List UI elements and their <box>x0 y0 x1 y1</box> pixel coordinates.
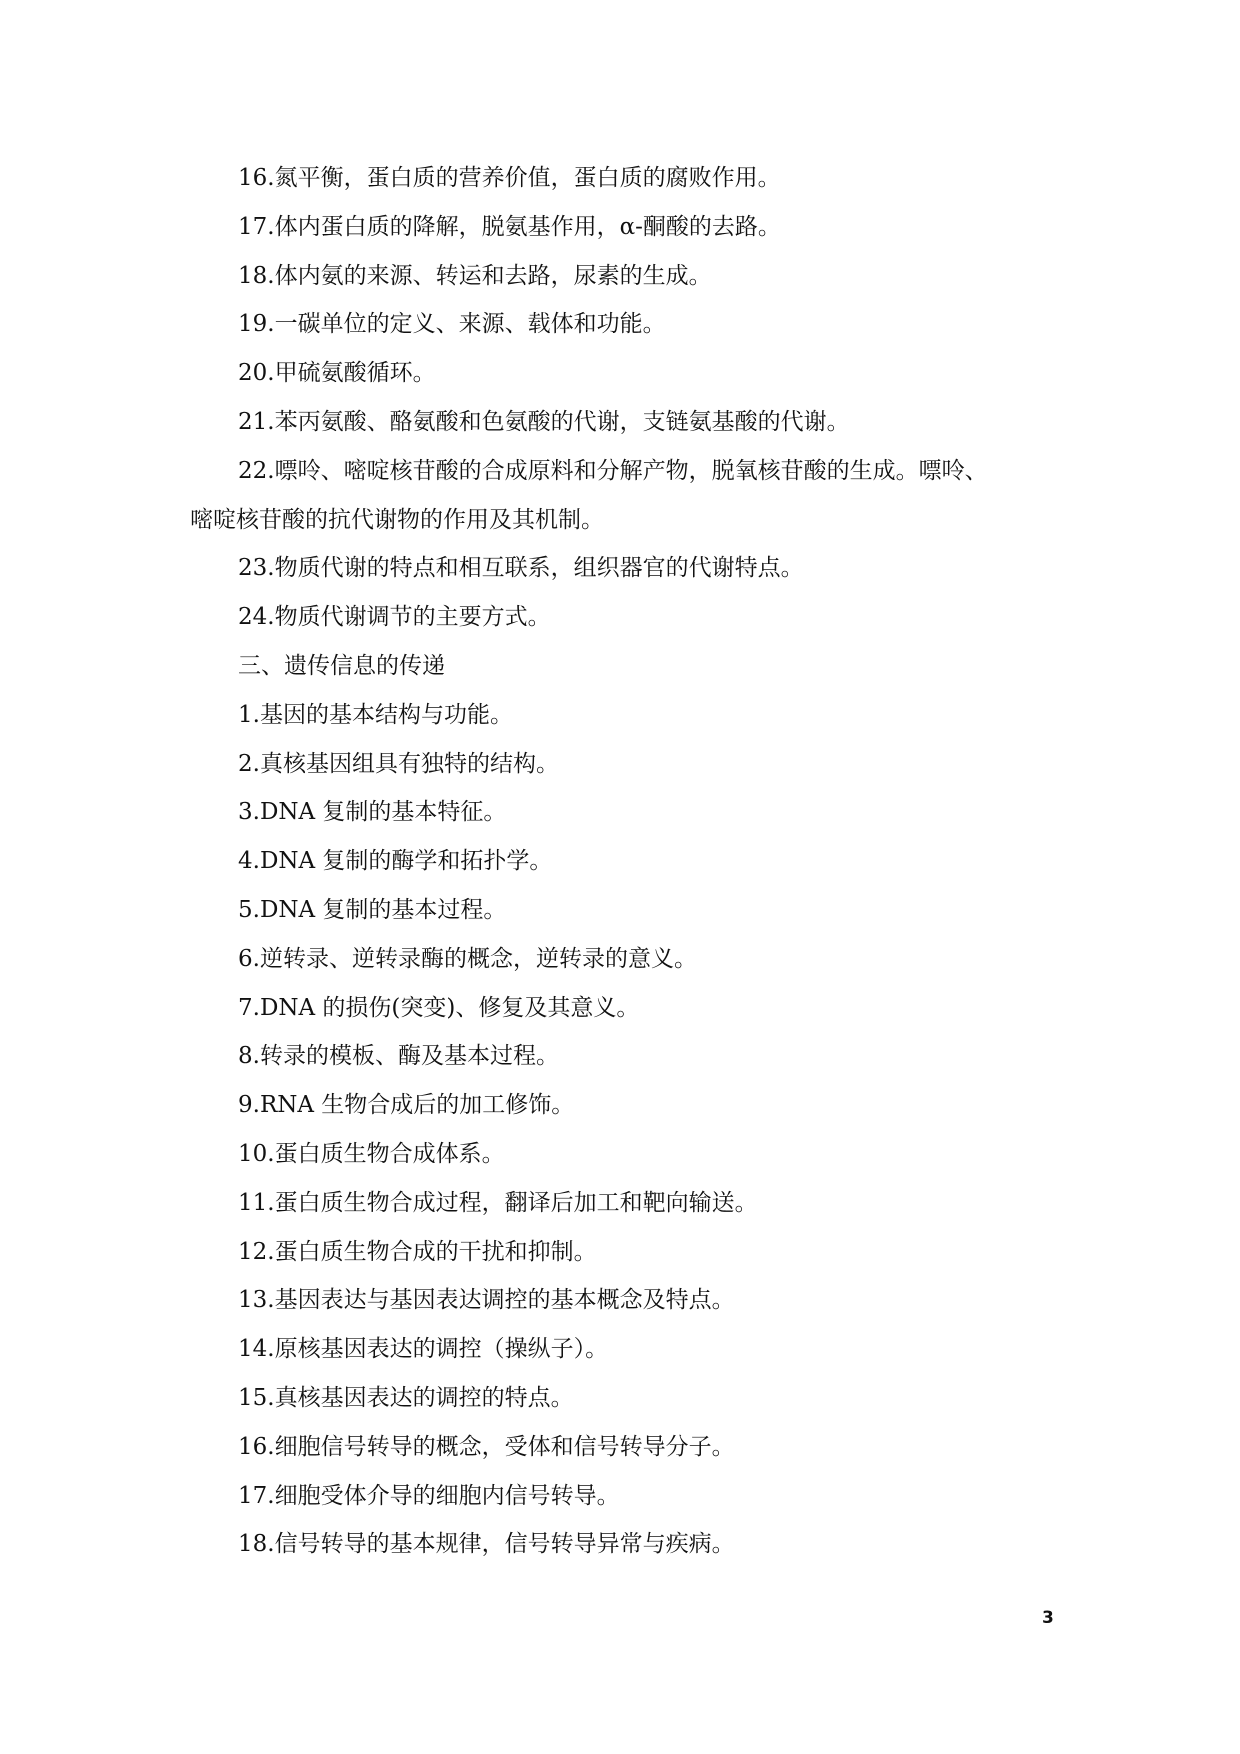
outline-item-17: 17.体内蛋白质的降解，脱氨基作用，α-酮酸的去路。 <box>238 213 781 240</box>
outline-item-22: 22.嘌呤、嘧啶核苷酸的合成原料和分解产物，脱氧核苷酸的生成。嘌呤、 <box>238 457 988 484</box>
outline-item-5: 5.DNA 复制的基本过程。 <box>238 896 507 923</box>
outline-item-12: 12.蛋白质生物合成的干扰和抑制。 <box>238 1238 597 1265</box>
outline-item-2: 2.真核基因组具有独特的结构。 <box>238 750 559 777</box>
page-number: 3 <box>1042 1608 1054 1628</box>
outline-item-24: 24.物质代谢调节的主要方式。 <box>238 604 551 631</box>
outline-item-3: 3.DNA 复制的基本特征。 <box>238 799 507 826</box>
outline-item-8: 8.转录的模板、酶及基本过程。 <box>238 1043 559 1070</box>
outline-item-4: 4.DNA 复制的酶学和拓扑学。 <box>238 848 553 875</box>
outline-item-22-continuation: 嘧啶核苷酸的抗代谢物的作用及其机制。 <box>190 506 604 533</box>
outline-item-19: 19.一碳单位的定义、来源、载体和功能。 <box>238 311 666 338</box>
outline-item-13: 13.基因表达与基因表达调控的基本概念及特点。 <box>238 1287 735 1314</box>
outline-item-11: 11.蛋白质生物合成过程，翻译后加工和靶向输送。 <box>238 1189 758 1216</box>
outline-item-18b: 18.信号转导的基本规律，信号转导异常与疾病。 <box>238 1531 735 1558</box>
outline-item-6: 6.逆转录、逆转录酶的概念，逆转录的意义。 <box>238 945 697 972</box>
outline-item-1: 1.基因的基本结构与功能。 <box>238 701 513 728</box>
outline-item-15: 15.真核基因表达的调控的特点。 <box>238 1384 574 1411</box>
outline-item-16b: 16.细胞信号转导的概念，受体和信号转导分子。 <box>238 1433 735 1460</box>
outline-item-21: 21.苯丙氨酸、酪氨酸和色氨酸的代谢，支链氨基酸的代谢。 <box>238 408 850 435</box>
outline-item-9: 9.RNA 生物合成后的加工修饰。 <box>238 1092 575 1119</box>
outline-item-16: 16.氮平衡，蛋白质的营养价值，蛋白质的腐败作用。 <box>238 165 781 191</box>
outline-item-14: 14.原核基因表达的调控（操纵子）。 <box>238 1336 609 1363</box>
outline-item-18: 18.体内氨的来源、转运和去路，尿素的生成。 <box>238 262 712 289</box>
outline-item-23: 23.物质代谢的特点和相互联系，组织器官的代谢特点。 <box>238 555 804 582</box>
outline-item-7: 7.DNA 的损伤(突变)、修复及其意义。 <box>238 994 640 1021</box>
outline-item-10: 10.蛋白质生物合成体系。 <box>238 1140 505 1167</box>
outline-item-17b: 17.细胞受体介导的细胞内信号转导。 <box>238 1482 620 1509</box>
outline-list <box>190 154 1050 1569</box>
section-heading: 三、遗传信息的传递 <box>238 652 445 679</box>
outline-item-20: 20.甲硫氨酸循环。 <box>238 360 436 387</box>
